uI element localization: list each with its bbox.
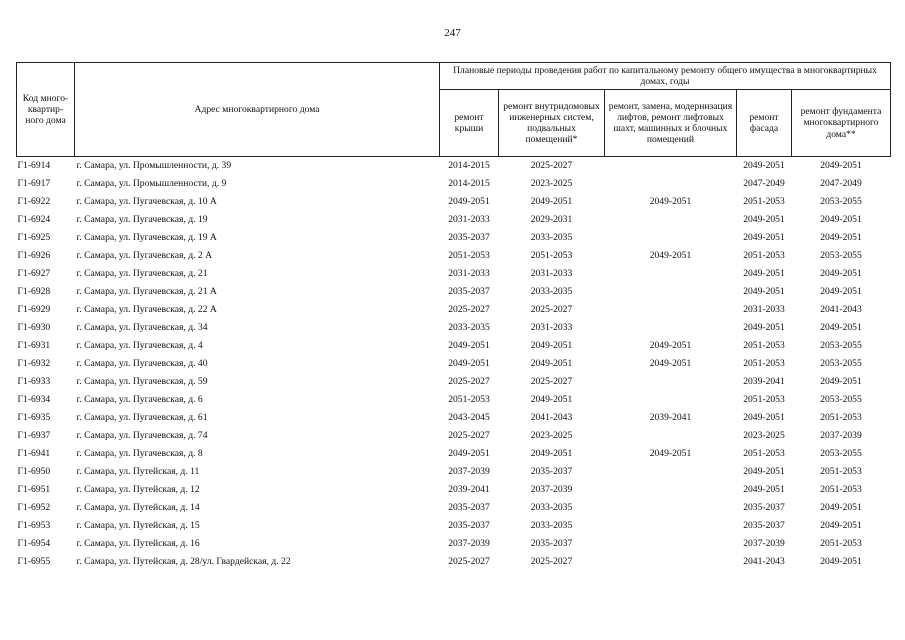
cell-facade: 2035-2037 bbox=[743, 502, 785, 514]
cell-lifts bbox=[605, 553, 737, 571]
cell-facade: 2049-2051 bbox=[743, 214, 785, 226]
header-address: Адрес многоквартирного дома bbox=[75, 63, 440, 157]
cell-systems: 2025-2027 bbox=[530, 376, 573, 388]
cell-address: г. Самара, ул. Пугачевская, д. 6 bbox=[76, 394, 203, 406]
table-row bbox=[17, 427, 891, 445]
cell-lifts bbox=[605, 319, 737, 337]
cell-code: Г1-6927 bbox=[17, 268, 51, 280]
cell-code: Г1-6935 bbox=[17, 412, 51, 424]
cell-address: г. Самара, ул. Путейская, д. 28/ул. Гвардейская, д. 22 bbox=[76, 556, 291, 568]
cell-lifts bbox=[605, 301, 737, 319]
table-row bbox=[17, 319, 891, 337]
cell-foundation: 2047-2049 bbox=[820, 178, 862, 190]
cell-address: г. Самара, ул. Пугачевская, д. 8 bbox=[76, 448, 203, 460]
cell-facade: 2041-2043 bbox=[743, 556, 785, 568]
cell-systems: 2023-2025 bbox=[530, 178, 573, 190]
cell-systems: 2029-2031 bbox=[530, 214, 573, 226]
cell-code: Г1-6941 bbox=[17, 448, 51, 460]
cell-address: г. Самара, ул. Путейская, д. 11 bbox=[76, 466, 200, 478]
cell-lifts bbox=[605, 535, 737, 553]
cell-lifts bbox=[605, 175, 737, 193]
table-row bbox=[17, 175, 891, 193]
cell-lifts: 2049-2051 bbox=[649, 358, 692, 370]
cell-code: Г1-6930 bbox=[17, 322, 51, 334]
cell-address: г. Самара, ул. Пугачевская, д. 2 А bbox=[76, 250, 213, 262]
table-row bbox=[17, 247, 891, 265]
cell-systems: 2033-2035 bbox=[530, 520, 573, 532]
cell-roof: 2051-2053 bbox=[448, 394, 490, 406]
cell-roof: 2043-2045 bbox=[448, 412, 490, 424]
cell-foundation: 2049-2051 bbox=[820, 556, 862, 568]
table-row bbox=[17, 265, 891, 283]
cell-address: г. Самара, ул. Путейская, д. 12 bbox=[76, 484, 200, 496]
cell-systems: 2049-2051 bbox=[530, 448, 573, 460]
table-row bbox=[17, 229, 891, 247]
cell-systems: 2049-2051 bbox=[530, 196, 573, 208]
cell-code: Г1-6932 bbox=[17, 358, 51, 370]
table-body bbox=[17, 157, 891, 572]
cell-roof: 2035-2037 bbox=[448, 286, 490, 298]
cell-foundation: 2049-2051 bbox=[820, 232, 862, 244]
cell-systems: 2031-2033 bbox=[530, 322, 573, 334]
cell-address: г. Самара, ул. Пугачевская, д. 21 А bbox=[76, 286, 217, 298]
cell-code: Г1-6953 bbox=[17, 520, 51, 532]
cell-lifts bbox=[605, 373, 737, 391]
cell-foundation: 2051-2053 bbox=[820, 466, 862, 478]
cell-address: г. Самара, ул. Промышленности, д. 39 bbox=[76, 160, 232, 172]
table-row bbox=[17, 517, 891, 535]
header-systems: ремонт внутридомовых инженерных систем, подвальных помещений* bbox=[499, 90, 605, 157]
cell-systems: 2035-2037 bbox=[530, 538, 573, 550]
cell-foundation: 2049-2051 bbox=[820, 322, 862, 334]
cell-lifts bbox=[605, 229, 737, 247]
table-row bbox=[17, 463, 891, 481]
cell-roof: 2031-2033 bbox=[448, 268, 490, 280]
cell-facade: 2051-2053 bbox=[743, 448, 785, 460]
cell-facade: 2047-2049 bbox=[743, 178, 785, 190]
cell-code: Г1-6926 bbox=[17, 250, 51, 262]
cell-address: г. Самара, ул. Пугачевская, д. 74 bbox=[76, 430, 208, 442]
cell-code: Г1-6937 bbox=[17, 430, 51, 442]
cell-foundation: 2051-2053 bbox=[820, 538, 862, 550]
cell-systems: 2025-2027 bbox=[530, 556, 573, 568]
cell-foundation: 2049-2051 bbox=[820, 160, 862, 172]
cell-systems: 2031-2033 bbox=[530, 268, 573, 280]
cell-foundation: 2049-2051 bbox=[820, 502, 862, 514]
cell-foundation: 2049-2051 bbox=[820, 268, 862, 280]
table-row bbox=[17, 391, 891, 409]
cell-systems: 2033-2035 bbox=[530, 232, 573, 244]
table-row bbox=[17, 157, 891, 176]
cell-code: Г1-6928 bbox=[17, 286, 51, 298]
cell-roof: 2039-2041 bbox=[448, 484, 490, 496]
cell-address: г. Самара, ул. Путейская, д. 16 bbox=[76, 538, 200, 550]
cell-facade: 2051-2053 bbox=[743, 340, 785, 352]
cell-roof: 2035-2037 bbox=[448, 232, 490, 244]
cell-systems: 2025-2027 bbox=[530, 304, 573, 316]
cell-roof: 2049-2051 bbox=[448, 448, 490, 460]
cell-foundation: 2053-2055 bbox=[820, 250, 862, 262]
cell-code: Г1-6952 bbox=[17, 502, 51, 514]
cell-code: Г1-6954 bbox=[17, 538, 51, 550]
cell-facade: 2049-2051 bbox=[743, 466, 785, 478]
cell-lifts bbox=[605, 391, 737, 409]
cell-code: Г1-6950 bbox=[17, 466, 51, 478]
cell-facade: 2049-2051 bbox=[743, 484, 785, 496]
cell-lifts: 2049-2051 bbox=[649, 340, 692, 352]
cell-lifts: 2049-2051 bbox=[649, 196, 692, 208]
header-lifts: ремонт, замена, модернизация лифтов, ремонт лифтовых шахт, машинных и блочных помещений bbox=[605, 90, 737, 157]
cell-systems: 2049-2051 bbox=[530, 358, 573, 370]
cell-roof: 2025-2027 bbox=[448, 376, 490, 388]
cell-facade: 2031-2033 bbox=[743, 304, 785, 316]
cell-foundation: 2053-2055 bbox=[820, 448, 862, 460]
cell-code: Г1-6934 bbox=[17, 394, 51, 406]
cell-address: г. Самара, ул. Пугачевская, д. 19 bbox=[76, 214, 208, 226]
cell-facade: 2037-2039 bbox=[743, 538, 785, 550]
cell-lifts bbox=[605, 211, 737, 229]
cell-address: г. Самара, ул. Пугачевская, д. 19 А bbox=[76, 232, 217, 244]
cell-systems: 2033-2035 bbox=[530, 502, 573, 514]
cell-lifts: 2049-2051 bbox=[649, 448, 692, 460]
cell-facade: 2023-2025 bbox=[743, 430, 785, 442]
cell-lifts bbox=[605, 283, 737, 301]
cell-lifts bbox=[605, 427, 737, 445]
cell-foundation: 2053-2055 bbox=[820, 196, 862, 208]
cell-code: Г1-6929 bbox=[17, 304, 51, 316]
cell-address: г. Самара, ул. Путейская, д. 14 bbox=[76, 502, 200, 514]
cell-roof: 2049-2051 bbox=[448, 340, 490, 352]
cell-foundation: 2049-2051 bbox=[820, 520, 862, 532]
cell-foundation: 2037-2039 bbox=[820, 430, 862, 442]
cell-address: г. Самара, ул. Путейская, д. 15 bbox=[76, 520, 200, 532]
cell-lifts bbox=[605, 499, 737, 517]
table-row bbox=[17, 499, 891, 517]
cell-facade: 2051-2053 bbox=[743, 250, 785, 262]
cell-lifts bbox=[605, 463, 737, 481]
cell-address: г. Самара, ул. Промышленности, д. 9 bbox=[76, 178, 227, 190]
cell-foundation: 2041-2043 bbox=[820, 304, 862, 316]
cell-foundation: 2053-2055 bbox=[820, 358, 862, 370]
repair-schedule-table bbox=[16, 62, 891, 571]
header-foundation: ремонт фундамента многоквартирного дома** bbox=[792, 90, 891, 157]
cell-code: Г1-6914 bbox=[17, 160, 51, 172]
cell-roof: 2037-2039 bbox=[448, 538, 490, 550]
cell-facade: 2049-2051 bbox=[743, 232, 785, 244]
cell-facade: 2049-2051 bbox=[743, 322, 785, 334]
cell-foundation: 2051-2053 bbox=[820, 484, 862, 496]
cell-foundation: 2049-2051 bbox=[820, 376, 862, 388]
cell-roof: 2051-2053 bbox=[448, 250, 490, 262]
cell-lifts: 2039-2041 bbox=[649, 412, 692, 424]
cell-facade: 2049-2051 bbox=[743, 286, 785, 298]
cell-facade: 2049-2051 bbox=[743, 160, 785, 172]
cell-facade: 2049-2051 bbox=[743, 412, 785, 424]
cell-address: г. Самара, ул. Пугачевская, д. 10 А bbox=[76, 196, 217, 208]
cell-roof: 2049-2051 bbox=[448, 196, 490, 208]
cell-lifts bbox=[605, 157, 737, 176]
cell-systems: 2041-2043 bbox=[530, 412, 573, 424]
cell-lifts bbox=[605, 265, 737, 283]
table-row bbox=[17, 373, 891, 391]
cell-roof: 2035-2037 bbox=[448, 502, 490, 514]
cell-address: г. Самара, ул. Пугачевская, д. 34 bbox=[76, 322, 208, 334]
cell-address: г. Самара, ул. Пугачевская, д. 21 bbox=[76, 268, 208, 280]
cell-foundation: 2053-2055 bbox=[820, 394, 862, 406]
cell-foundation: 2049-2051 bbox=[820, 286, 862, 298]
cell-roof: 2025-2027 bbox=[448, 556, 490, 568]
cell-facade: 2051-2053 bbox=[743, 358, 785, 370]
cell-facade: 2051-2053 bbox=[743, 394, 785, 406]
table-row bbox=[17, 535, 891, 553]
cell-roof: 2037-2039 bbox=[448, 466, 490, 478]
table-row bbox=[17, 193, 891, 211]
header-facade: ремонт фасада bbox=[737, 90, 792, 157]
cell-lifts bbox=[605, 517, 737, 535]
cell-address: г. Самара, ул. Пугачевская, д. 4 bbox=[76, 340, 203, 352]
cell-facade: 2049-2051 bbox=[743, 268, 785, 280]
cell-lifts bbox=[605, 481, 737, 499]
table-row bbox=[17, 283, 891, 301]
table-row bbox=[17, 445, 891, 463]
cell-address: г. Самара, ул. Пугачевская, д. 22 А bbox=[76, 304, 217, 316]
cell-roof: 2014-2015 bbox=[448, 178, 490, 190]
cell-roof: 2035-2037 bbox=[448, 520, 490, 532]
cell-code: Г1-6922 bbox=[17, 196, 51, 208]
cell-code: Г1-6931 bbox=[17, 340, 51, 352]
cell-roof: 2025-2027 bbox=[448, 304, 490, 316]
cell-code: Г1-6951 bbox=[17, 484, 51, 496]
table-row bbox=[17, 553, 891, 571]
cell-systems: 2049-2051 bbox=[530, 394, 573, 406]
cell-address: г. Самара, ул. Пугачевская, д. 59 bbox=[76, 376, 208, 388]
cell-roof: 2014-2015 bbox=[448, 160, 490, 172]
cell-address: г. Самара, ул. Пугачевская, д. 61 bbox=[76, 412, 208, 424]
cell-foundation: 2053-2055 bbox=[820, 340, 862, 352]
cell-systems: 2023-2025 bbox=[530, 430, 573, 442]
cell-foundation: 2051-2053 bbox=[820, 412, 862, 424]
cell-systems: 2033-2035 bbox=[530, 286, 573, 298]
table-header bbox=[17, 63, 891, 157]
cell-code: Г1-6924 bbox=[17, 214, 51, 226]
cell-systems: 2051-2053 bbox=[530, 250, 573, 262]
cell-systems: 2025-2027 bbox=[530, 160, 573, 172]
table-row bbox=[17, 301, 891, 319]
header-roof: ремонт крыши bbox=[440, 90, 499, 157]
header-code: Код много-квартир-ного дома bbox=[17, 63, 75, 157]
cell-roof: 2025-2027 bbox=[448, 430, 490, 442]
table-row bbox=[17, 211, 891, 229]
cell-roof: 2033-2035 bbox=[448, 322, 490, 334]
cell-roof: 2049-2051 bbox=[448, 358, 490, 370]
cell-code: Г1-6933 bbox=[17, 376, 51, 388]
cell-code: Г1-6955 bbox=[17, 556, 51, 568]
cell-facade: 2039-2041 bbox=[743, 376, 785, 388]
cell-facade: 2035-2037 bbox=[743, 520, 785, 532]
cell-facade: 2051-2053 bbox=[743, 196, 785, 208]
cell-systems: 2037-2039 bbox=[530, 484, 573, 496]
cell-systems: 2049-2051 bbox=[530, 340, 573, 352]
header-group: Плановые периоды проведения работ по капитальному ремонту общего имущества в многоквартирных домах, годы bbox=[440, 63, 891, 90]
cell-foundation: 2049-2051 bbox=[820, 214, 862, 226]
table-row bbox=[17, 355, 891, 373]
cell-roof: 2031-2033 bbox=[448, 214, 490, 226]
table-row bbox=[17, 481, 891, 499]
cell-address: г. Самара, ул. Пугачевская, д. 40 bbox=[76, 358, 208, 370]
cell-code: Г1-6925 bbox=[17, 232, 51, 244]
page-number: 247 bbox=[444, 27, 461, 39]
cell-systems: 2035-2037 bbox=[530, 466, 573, 478]
table-row bbox=[17, 409, 891, 427]
cell-lifts: 2049-2051 bbox=[649, 250, 692, 262]
cell-code: Г1-6917 bbox=[17, 178, 51, 190]
table-row bbox=[17, 337, 891, 355]
